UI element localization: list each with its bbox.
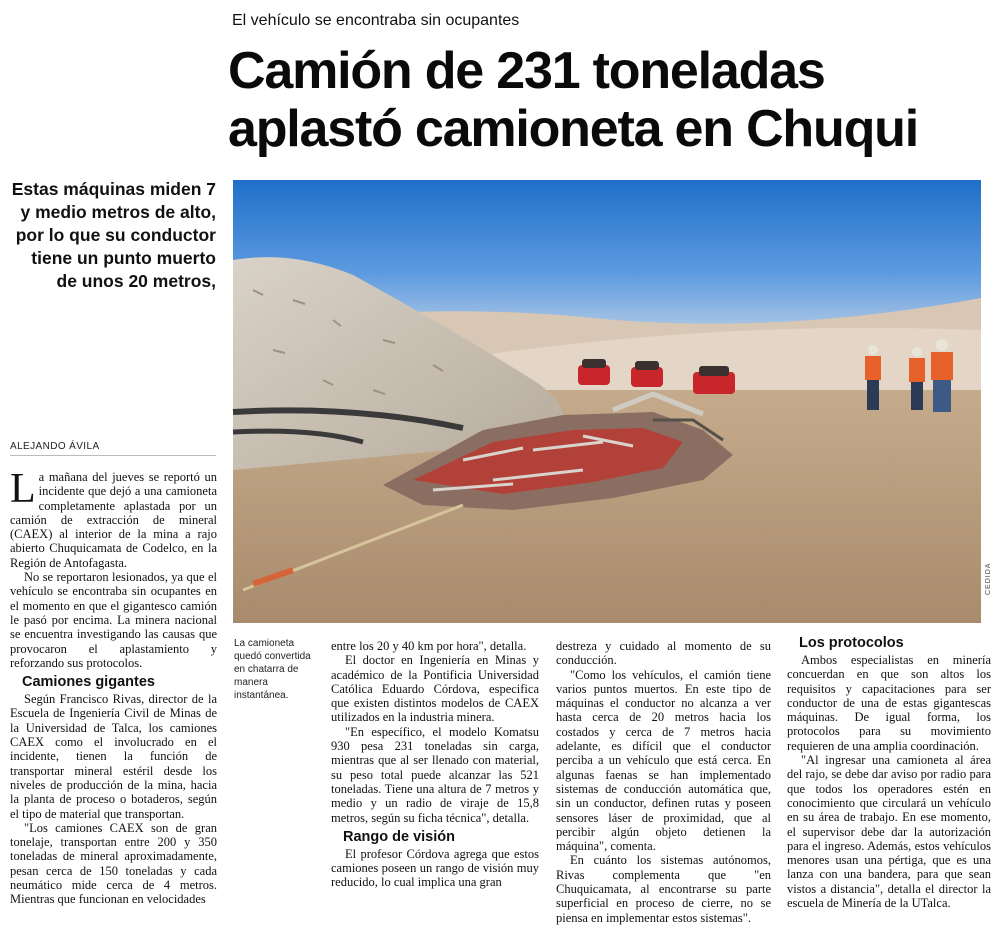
article-column-4 — [787, 634, 991, 910]
paragraph: El profesor Córdova agrega que estos camiones poseen un rango de visión muy reducido, lo cual implica una gran — [331, 846, 539, 890]
paragraph: El doctor en Ingeniería en Minas y académico de la Pontificia Universidad Católica Eduardo Córdova, especifica que existen distintos modelos de CAEX utilizados en la industria minera. — [331, 653, 539, 725]
paragraph: entre los 20 y 40 km por hora", detalla. — [331, 639, 527, 653]
news-photo — [233, 180, 981, 623]
paragraph: Según Francisco Rivas, director de la Escuela de Ingeniería Civil de Minas de la Universidad de Talca, los camiones CAEX como el involucrado en el incidente, tienen la función de transportar mineral estéril desde los niveles de producción de la mina, hacia la planta de proceso o botaderos, según el tipo de material que transportan. — [10, 692, 217, 821]
article-column-3 — [556, 639, 771, 925]
subheading: Rango de visión — [343, 828, 455, 845]
paragraph: "Los camiones CAEX son de gran tonelaje, transportan entre 200 y 350 toneladas de mineral aproximadamente, pesan cerca de 150 toneladas y cada neumático mide cerca de 4 metros. Mientras que funcionan en velocidades — [10, 820, 217, 907]
paragraph: No se reportaron lesionados, ya que el vehículo se encontraba sin ocupantes en el momento en que el gigantesco camión le pasó por encima. La minera nacional se encuentra investigando las causas que provocaron el aplastamiento y reforzando sus protocolos. — [10, 570, 217, 670]
article-kicker: El vehículo se encontraba sin ocupantes — [232, 12, 520, 29]
paragraph: En cuánto los sistemas autónomos, Rivas complementa que "en Chuquicamata, al encontrarse su parte superficial en proceso de cierre, no se piensa en implementar estos sistemas". — [556, 853, 771, 925]
subheading: Los protocolos — [799, 635, 904, 651]
subheading: Camiones gigantes — [22, 674, 155, 691]
paragraph: Ambos especialistas en minería concuerdan en que son altos los requisitos y capacitaciones para ser conductor de una de estas gigantescas máquinas. De igual forma, los protocolos para su movimiento requieren de una amplia coordinación. — [787, 653, 991, 753]
pull-quote: Estas máquinas miden 7 y medio metros de alto, por lo que su conductor tiene un punto muerto de unos 20 metros, — [11, 179, 216, 291]
headline-line-1: Camión de 231 toneladas — [228, 42, 825, 100]
article-column-1 — [10, 466, 217, 907]
photo-caption: La camioneta quedó convertida en chatarra de manera instantánea. — [234, 638, 311, 701]
paragraph: "Al ingresar una camioneta al área del rajo, se debe dar aviso por radio para que todos los operadores estén en conocimiento que circulará un vehículo en su área de trabajo. En ese momento, el supervisor debe dar la autorización para el ingreso. Además, estos vehículos menores usan una pértiga, que es una lanza con una bandera, para que sean vistos a distancia", detalla el director la escuela de Minería de la UTalca. — [787, 753, 991, 911]
paragraph: destreza y cuidado al momento de su conducción. — [556, 639, 771, 668]
article-column-2 — [331, 639, 539, 890]
paragraph-text: a mañana del jueves se reportó un incidente que dejó a una camioneta completamente aplastada por un camión de extracción de mineral (CAEX) al interior de la mina a rajo abierto Chuquicamata de Codelco, en la Región de Antofagasta. — [10, 470, 217, 570]
byline: ALEJANDO ÁVILA — [10, 441, 216, 456]
article-headline — [228, 42, 998, 158]
drop-cap: L — [10, 466, 36, 512]
paragraph: "En específico, el modelo Komatsu 930 pesa 231 toneladas sin carga, mientras que al ser llenado con material, su peso total puede alcanzar las 521 toneladas. Tiene una altura de 7 metros y medio y un radio de viraje de 15,8 metros, según su ficha técnica", detalla. — [331, 724, 539, 825]
headline-line-2: aplastó camioneta en Chuqui — [228, 100, 918, 158]
photo-credit: CEDIDA — [985, 562, 992, 595]
paragraph — [10, 466, 217, 570]
paragraph: "Como los vehículos, el camión tiene varios puntos muertos. En este tipo de máquinas el conductor no alcanza a ver hasta cerca de 20 metros hacia los costados y cerca de 7 metros hacia adelante, es difícil que el conductor perciba a un vehículo que está cerca. En algunas faenas se han implementado sistemas de conducción automática que, sin un conductor, definen rutas y poseen sensores láser de proximidad, que al percibir algún objeto detienen la máquina", comenta. — [556, 667, 771, 854]
